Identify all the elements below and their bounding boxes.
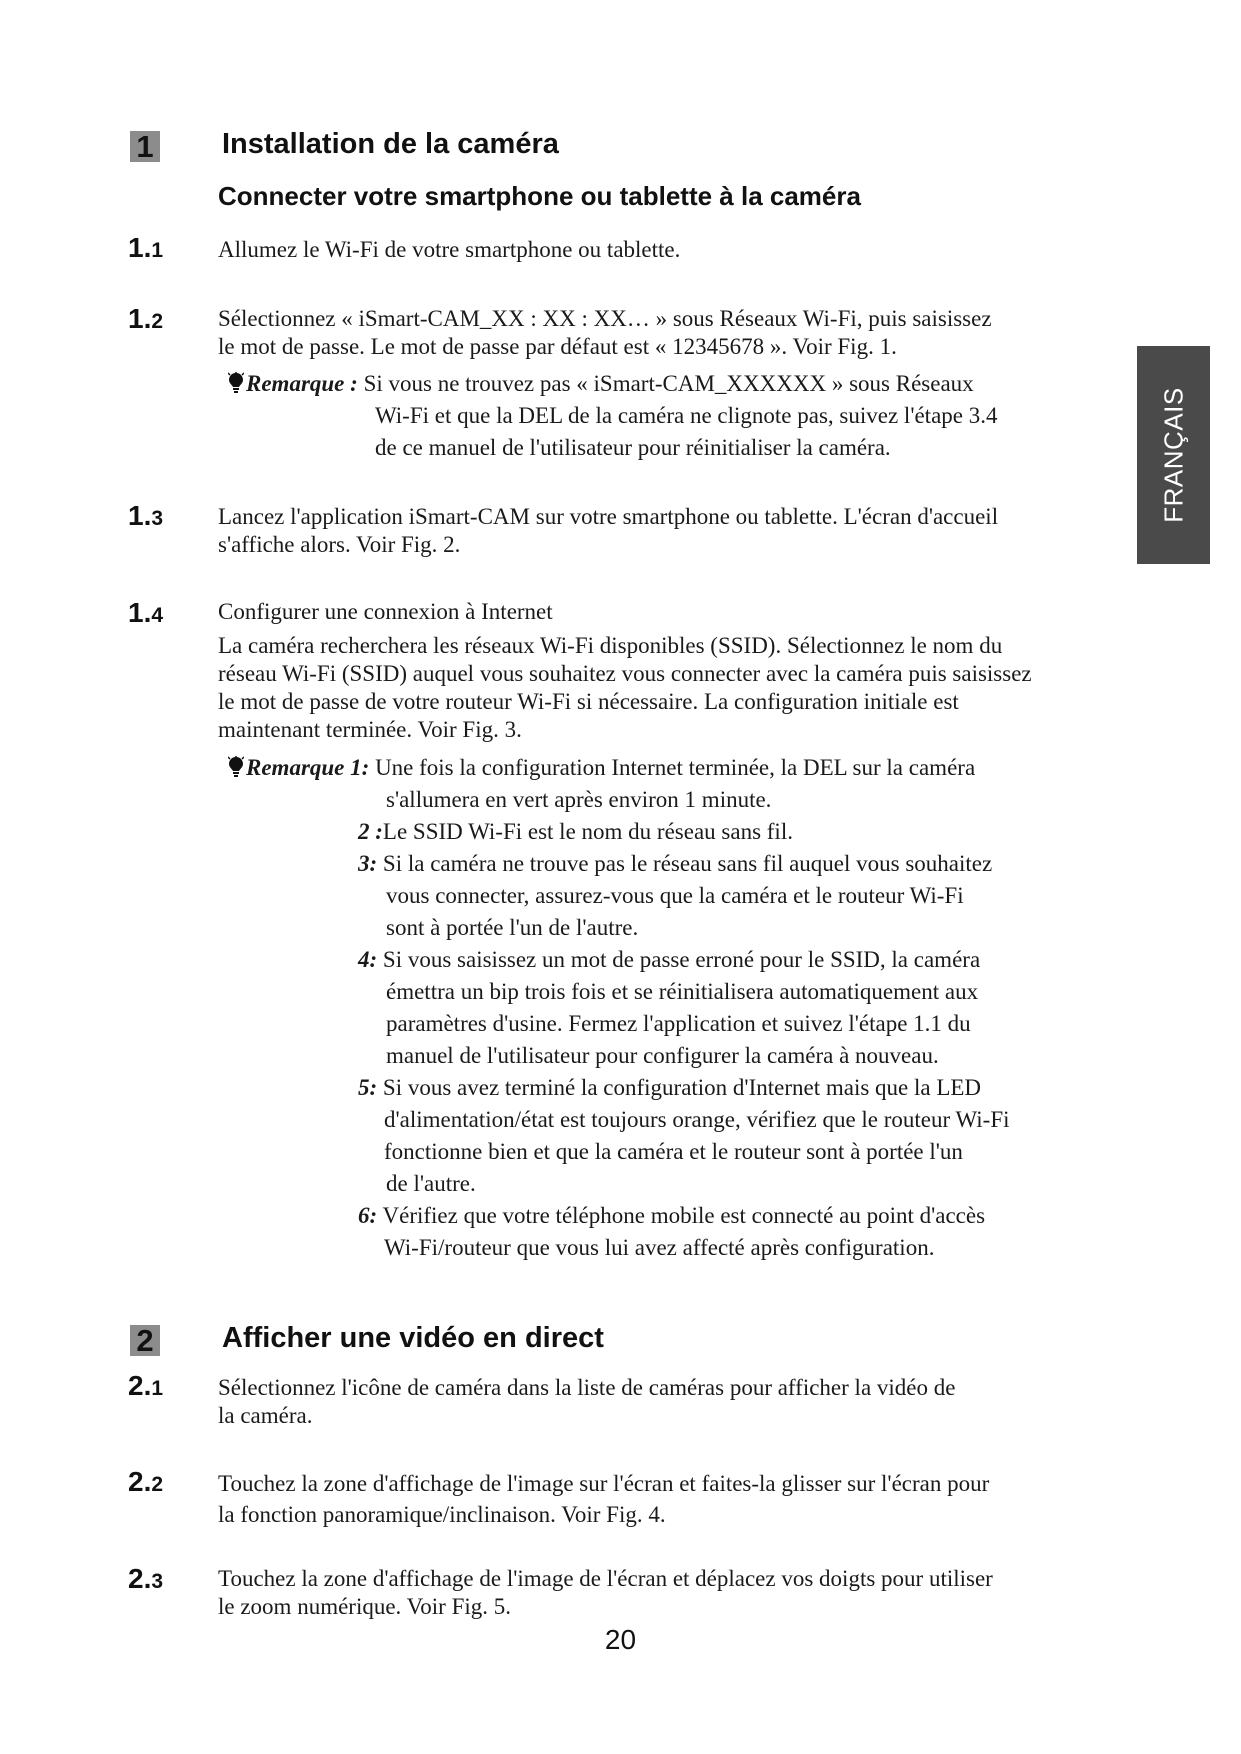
- remark-label: Remarque :: [246, 371, 358, 396]
- page-number: 20: [604, 1624, 637, 1655]
- remark-notes: 2 :Le SSID Wi-Fi est le nom du réseau sans fil. 3: Si la caméra ne trouve pas le réseau sans fil auquel vous souhaitez vous connecter, assurez-vous que la caméra et le routeur Wi-Fi sont à portée l'un de l'autre. 4: Si vous saisissez un mot de passe erroné pour le SSID, la caméra émettra un bip trois fois et se réinitialisera automatiquement aux paramètres d'usine. Fermez l'application et suivez l'étape 1.1 du manuel de l'utilisateur pour configurer la caméra à nouveau. 5: Si vous avez terminé la configuration d'Internet mais que la LED d'alimentation/état est toujours orange, vérifiez que le routeur Wi-Fi fonctionne bien et que la caméra et le routeur sont à portée l'un de l'autre. 6: Vérifiez que votre téléphone mobile est connecté au point d'accès Wi-Fi/routeur que vous lui avez affecté après configuration.: [358, 816, 1010, 1264]
- language-label: FRANÇAIS: [1158, 387, 1188, 523]
- step-number: 1.4: [128, 597, 164, 628]
- step-text: Configurer une connexion à Internet La caméra recherchera les réseaux Wi-Fi disponibles (SSID). Sélectionnez le nom du réseau Wi-Fi (SSID) auquel vous souhaitez vous connecter avec la caméra puis saisissez le mot de passe de votre routeur Wi-Fi si nécessaire. La configuration initiale est maintenant terminée. Voir Fig. 3.: [218, 599, 1032, 742]
- step-text: Touchez la zone d'affichage de l'image sur l'écran et faites-la glisser sur l'écran pour la fonction panoramique/inclinaison. Voir Fig. 4.: [218, 1471, 990, 1527]
- section-subtitle: Connecter votre smartphone ou tablette à la caméra: [218, 181, 861, 211]
- remark-label: Remarque 1:: [246, 755, 370, 780]
- step-number: 1.3: [128, 500, 164, 531]
- remark-block: Remarque 1: Une fois la configuration Internet terminée, la DEL sur la caméra s'allumera en vert après environ 1 minute.: [228, 752, 975, 816]
- step-number: 2.1: [128, 1370, 164, 1401]
- step-text: Sélectionnez l'icône de caméra dans la liste de caméras pour afficher la vidéo de la caméra.: [218, 1375, 956, 1428]
- step-number: 2.2: [128, 1466, 164, 1497]
- step-number: 1.2: [128, 303, 164, 334]
- step-text: Lancez l'application iSmart-CAM sur votre smartphone ou tablette. L'écran d'accueil s'affiche alors. Voir Fig. 2.: [218, 504, 999, 557]
- note-item: 3: Si la caméra ne trouve pas le réseau sans fil auquel vous souhaitez: [358, 851, 993, 876]
- note-item: 2 :Le SSID Wi-Fi est le nom du réseau sans fil.: [358, 819, 793, 844]
- step-text: Touchez la zone d'affichage de l'image de l'écran et déplacez vos doigts pour utiliser le zoom numérique. Voir Fig. 5.: [218, 1566, 993, 1619]
- language-side-tab: [1137, 346, 1210, 564]
- step-text: Allumez le Wi-Fi de votre smartphone ou tablette.: [218, 237, 681, 262]
- section-number-box: 2: [130, 1325, 160, 1356]
- remark-block: Remarque : Si vous ne trouvez pas « iSmart-CAM_XXXXXX » sous Réseaux Wi-Fi et que la DEL de la caméra ne clignote pas, suivez l'étape 3.4 de ce manuel de l'utilisateur pour réinitialiser la caméra.: [228, 368, 997, 464]
- step-number: 1.1: [128, 232, 164, 263]
- section-number-box: 1: [130, 131, 160, 162]
- step-number: 2.3: [128, 1563, 164, 1594]
- note-item: 4: Si vous saisissez un mot de passe erroné pour le SSID, la caméra: [358, 947, 981, 972]
- section-title: Installation de la caméra: [222, 128, 559, 160]
- section-title: Afficher une vidéo en direct: [222, 1322, 604, 1354]
- note-item: 6: Vérifiez que votre téléphone mobile est connecté au point d'accès: [358, 1203, 986, 1228]
- lightbulb-icon: [228, 372, 244, 394]
- lightbulb-icon: [228, 756, 244, 778]
- step-text: Sélectionnez « iSmart-CAM_XX : XX : XX… » sous Réseaux Wi-Fi, puis saisissez le mot de passe. Le mot de passe par défaut est « 12345678 ». Voir Fig. 1.: [218, 306, 992, 359]
- note-item: 5: Si vous avez terminé la configuration d'Internet mais que la LED: [358, 1075, 982, 1100]
